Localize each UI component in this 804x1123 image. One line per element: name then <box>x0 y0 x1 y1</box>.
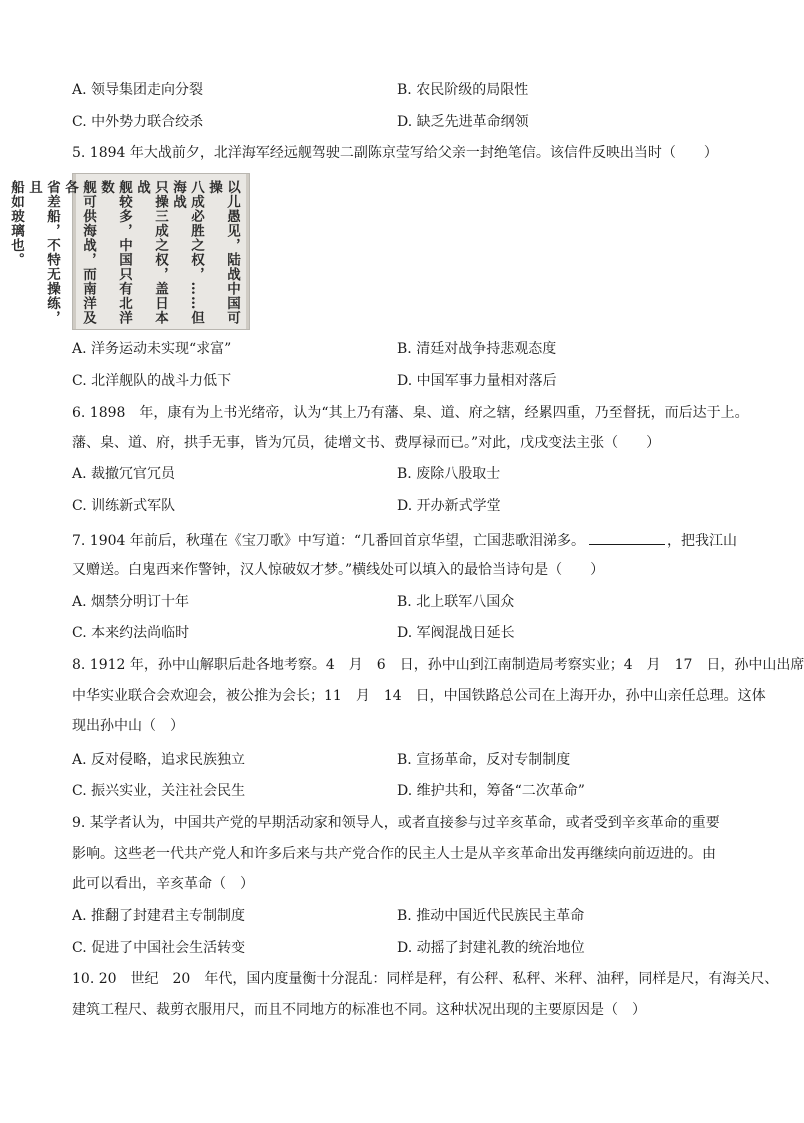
q8-stem-line1: 8. 1912 年，孙中山解职后赴各地考察。4 月 6 日，孙中山到江南制造局考察实业；4 月 17 日，孙中山出席 <box>72 657 804 673</box>
q6-stem-line2: 藩、臬、道、府，拱手无事，皆为冗员，徒增文书、费厚禄而已。”对此，戊戌变法主张（ ） <box>72 435 661 451</box>
q6-stem-line1: 6. 1898 年，康有为上书光绪帝，认为“其上乃有藩、臬、道、府之辖，经累四重，乃至督抚，而后达于上。 <box>72 405 749 421</box>
letter-column: 省差船，不特无操练，且 <box>26 180 60 325</box>
q6-option-c: C. 训练新式军队 <box>72 498 176 514</box>
q9-option-d: D. 动摇了封建礼教的统治地位 <box>397 940 585 956</box>
letter-column: 八成必胜之权，……但海战 <box>170 180 204 325</box>
q5-option-c: C. 北洋舰队的战斗力低下 <box>72 373 232 389</box>
q9-stem-line3: 此可以看出，辛亥革命（ ） <box>72 876 254 892</box>
letter-column: 船如玻璃也。 <box>8 180 24 267</box>
q8-stem-line3: 现出孙中山（ ） <box>72 718 184 734</box>
q9-option-b: B. 推动中国近代民族民主革命 <box>397 908 585 924</box>
q7-stem-line1-pre: 7. 1904 年前后，秋瑾在《宝刀歌》中写道：“几番回首京华望，亡国悲歌泪涕多。 <box>72 533 586 549</box>
q10-stem-line1: 10. 20 世纪 20 年代，国内度量衡十分混乱：同样是秤，有公秤、私秤、米秤、油秤，同样是尺，有海关尺、 <box>72 971 779 987</box>
q6-option-d: D. 开办新式学堂 <box>397 498 501 514</box>
q7-stem-line2: 又赠送。白鬼西来作警钟，汉人惊破奴才梦。”横线处可以填入的最恰当诗句是（ ） <box>72 562 605 578</box>
q8-option-d: D. 维护共和，筹备“二次革命” <box>397 783 585 799</box>
q9-stem-line2: 影响。这些老一代共产党人和许多后来与共产党合作的民主人士是从辛亥革命出发再继续向前迈进的。由 <box>72 846 716 862</box>
q4-option-a: A. 领导集团走向分裂 <box>72 82 204 98</box>
q5-stem: 5. 1894 年大战前夕，北洋海军经远舰驾驶二副陈京莹写给父亲一封绝笔信。该信件反映出当时（ ） <box>72 145 718 161</box>
q8-option-a: A. 反对侵略，追求民族独立 <box>72 752 246 768</box>
q8-option-b: B. 宣扬革命，反对专制制度 <box>397 752 571 768</box>
q4-option-d: D. 缺乏先进革命纲领 <box>397 114 529 130</box>
letter-column: 舰较多，中国只有北洋数 <box>98 180 132 325</box>
q5-option-b: B. 清廷对战争持悲观态度 <box>397 341 557 357</box>
q7-option-d: D. 军阀混战日延长 <box>397 625 515 641</box>
q8-option-c: C. 振兴实业，关注社会民生 <box>72 783 246 799</box>
fill-in-blank <box>589 529 665 545</box>
q7-option-b: B. 北上联军八国众 <box>397 594 515 610</box>
q9-option-a: A. 推翻了封建君主专制制度 <box>72 908 246 924</box>
q9-option-c: C. 促进了中国社会生活转变 <box>72 940 246 956</box>
q6-option-a: A. 裁撤冗官冗员 <box>72 466 176 482</box>
q5-option-a: A. 洋务运动未实现“求富” <box>72 341 232 357</box>
q9-stem-line1: 9. 某学者认为，中国共产党的早期活动家和领导人，或者直接参与过辛亥革命，或者受到辛亥革命的重要 <box>72 815 720 831</box>
q7-option-a: A. 烟禁分明订十年 <box>72 594 190 610</box>
q7-stem-line1-post: ，把我江山 <box>667 533 738 549</box>
q4-option-c: C. 中外势力联合绞杀 <box>72 114 204 130</box>
q7-option-c: C. 本来约法尚临时 <box>72 625 190 641</box>
q10-stem-line2: 建筑工程尺、裁剪衣服用尺，而且不同地方的标准也不同。这种状况出现的主要原因是（ ） <box>72 1002 646 1018</box>
q6-option-b: B. 废除八股取士 <box>397 466 501 482</box>
q8-stem-line2: 中华实业联合会欢迎会，被公推为会长；11 月 14 日，中国铁路总公司在上海开办，孙中山亲任总理。这体 <box>72 688 766 704</box>
q4-option-b: B. 农民阶级的局限性 <box>397 82 529 98</box>
letter-column: 以儿愚见，陆战中国可操 <box>206 180 240 325</box>
q5-option-d: D. 中国军事力量相对落后 <box>397 373 557 389</box>
letter-column: 只操三成之权，盖日本战 <box>134 180 168 325</box>
q7-stem-line1 <box>72 529 738 551</box>
letter-column: 舰可供海战，而南洋及各 <box>62 180 96 325</box>
letter-image <box>8 173 250 330</box>
